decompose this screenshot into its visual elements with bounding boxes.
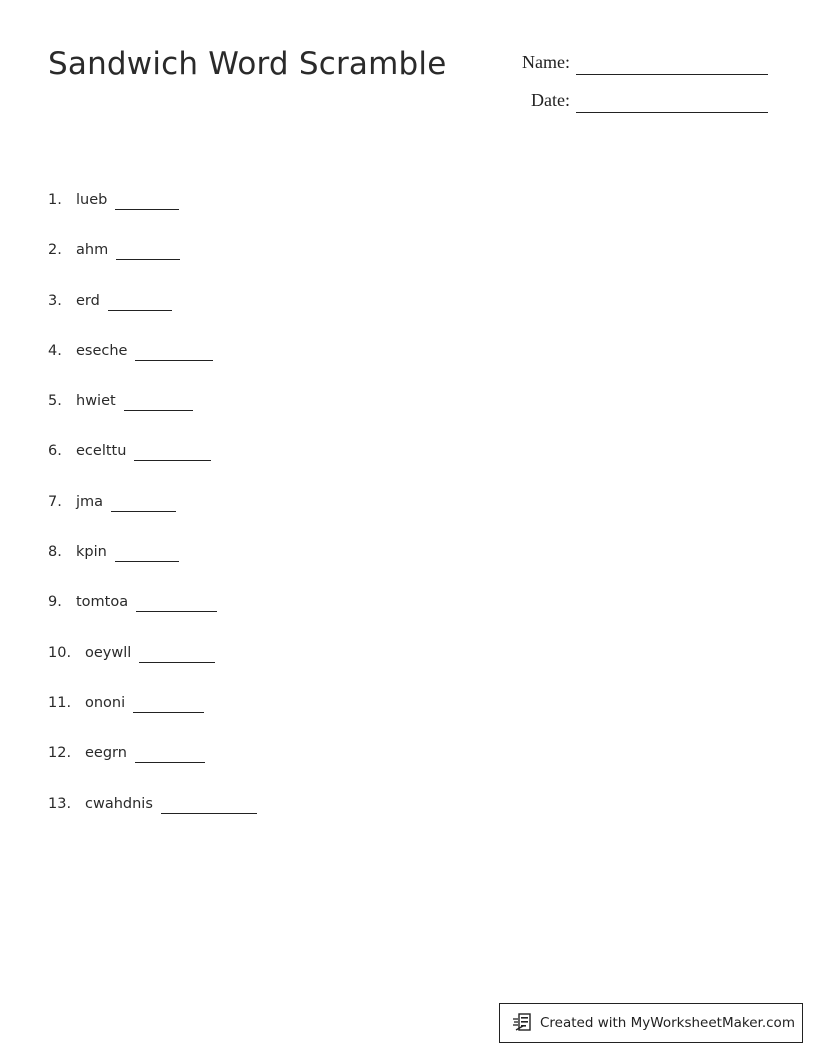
answer-blank xyxy=(108,293,172,311)
scramble-item xyxy=(48,645,257,695)
item-number: 3. xyxy=(48,292,62,309)
scramble-item xyxy=(48,443,257,493)
name-line xyxy=(576,74,768,75)
item-number: 11. xyxy=(48,694,72,711)
scramble-item xyxy=(48,695,257,745)
item-number: 6. xyxy=(48,443,62,460)
date-label: Date: xyxy=(531,90,570,110)
scramble-item xyxy=(48,293,257,343)
item-number: 10. xyxy=(48,644,72,661)
scramble-list xyxy=(48,192,257,846)
item-number: 9. xyxy=(48,594,62,611)
answer-blank xyxy=(116,242,180,260)
scrambled-word: hwiet xyxy=(76,393,116,410)
item-number: 12. xyxy=(48,745,72,762)
answer-blank xyxy=(135,343,213,361)
answer-blank xyxy=(124,393,193,411)
scramble-item xyxy=(48,494,257,544)
scrambled-word: oeywll xyxy=(85,644,132,661)
scramble-item xyxy=(48,594,257,644)
name-label: Name: xyxy=(522,52,570,72)
scrambled-word: eegrn xyxy=(85,745,127,762)
scrambled-word: kpin xyxy=(76,544,107,561)
item-number: 1. xyxy=(48,192,62,208)
date-line xyxy=(576,112,768,113)
scrambled-word: ecelttu xyxy=(76,443,127,460)
scrambled-word: tomtoa xyxy=(76,594,129,611)
item-number: 2. xyxy=(48,242,62,259)
item-number: 7. xyxy=(48,493,62,510)
answer-blank xyxy=(115,544,179,562)
scramble-item xyxy=(48,393,257,443)
scramble-item xyxy=(48,745,257,795)
item-number: 8. xyxy=(48,544,62,561)
creator-credit-text: Created with MyWorksheetMaker.com xyxy=(540,1015,795,1031)
answer-blank xyxy=(139,645,215,663)
answer-blank xyxy=(134,443,211,461)
answer-blank xyxy=(161,796,257,814)
scrambled-word: eseche xyxy=(76,342,128,359)
answer-blank xyxy=(111,494,176,512)
scrambled-word: erd xyxy=(76,292,100,309)
scramble-item xyxy=(48,796,257,846)
worksheet-maker-logo-icon xyxy=(512,1012,534,1034)
scramble-item xyxy=(48,544,257,594)
scrambled-word: lueb xyxy=(76,192,108,208)
answer-blank xyxy=(136,594,217,612)
answer-blank xyxy=(133,695,204,713)
answer-blank xyxy=(115,192,179,210)
scrambled-word: jma xyxy=(76,493,104,510)
creator-badge xyxy=(499,1003,803,1043)
scramble-item xyxy=(48,192,257,242)
scramble-item xyxy=(48,343,257,393)
worksheet-title: Sandwich Word Scramble xyxy=(48,46,447,82)
item-number: 5. xyxy=(48,393,62,410)
scrambled-word: ononi xyxy=(85,694,126,711)
answer-blank xyxy=(135,745,205,763)
date-field xyxy=(520,90,768,116)
scramble-item xyxy=(48,242,257,292)
scrambled-word: ahm xyxy=(76,242,109,259)
name-field xyxy=(520,52,768,78)
scrambled-word: cwahdnis xyxy=(85,795,153,812)
item-number: 4. xyxy=(48,342,62,359)
item-number: 13. xyxy=(48,795,72,812)
